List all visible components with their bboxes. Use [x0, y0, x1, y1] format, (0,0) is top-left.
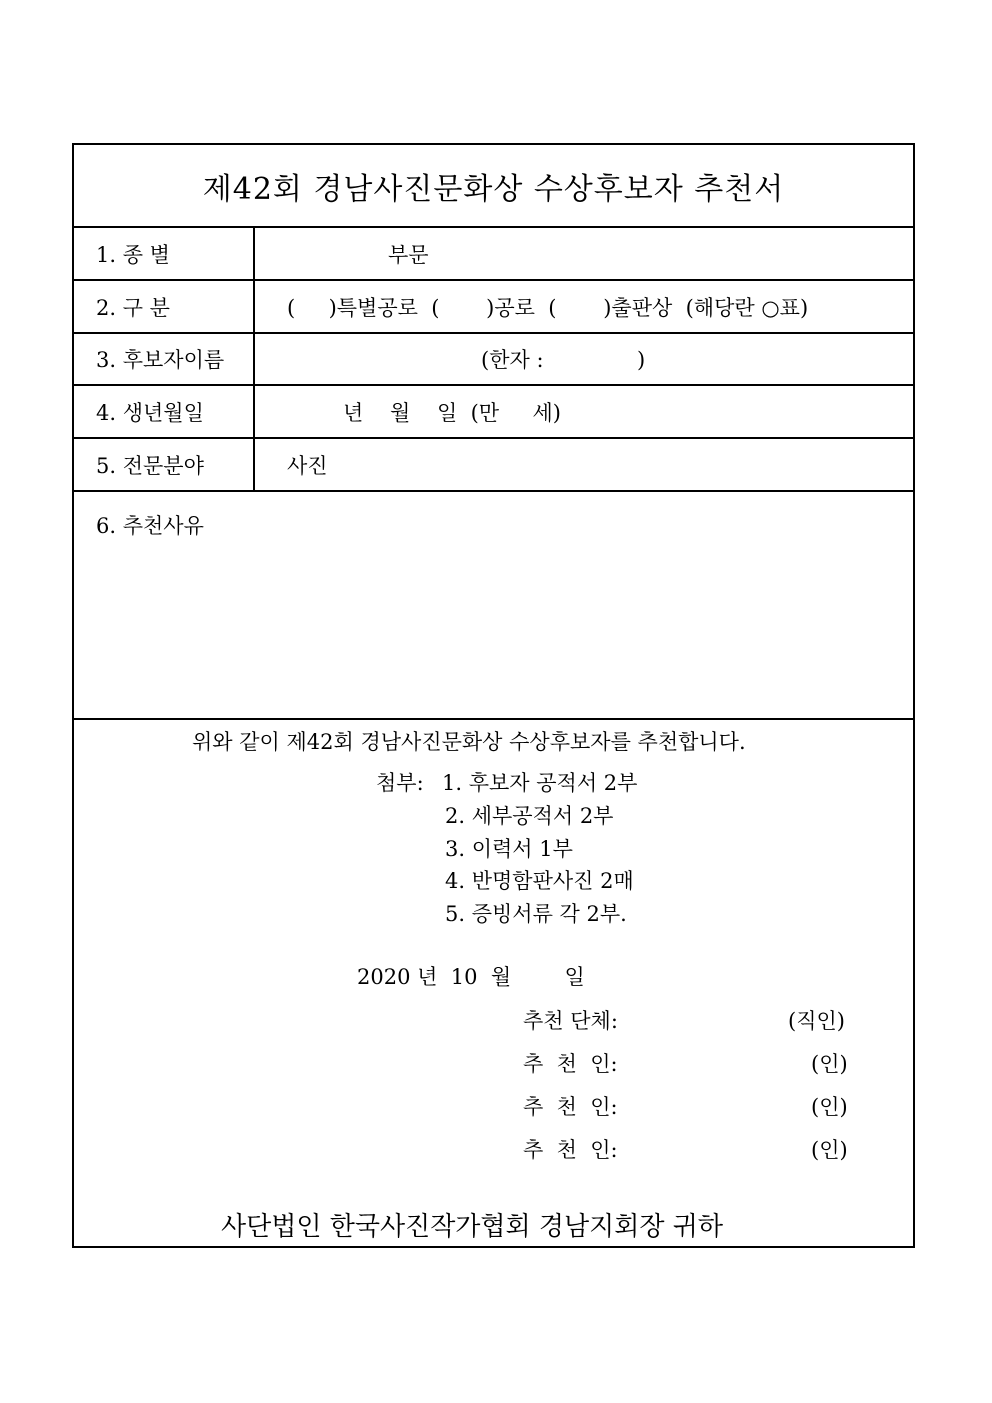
row-reason[interactable]: [74, 492, 913, 720]
attachment-item: 2. 세부공적서 2부: [445, 804, 614, 828]
signer-label: 추 천 인:: [523, 1138, 618, 1162]
attachment-item: 3. 이력서 1부: [445, 837, 573, 861]
row-birthdate: [74, 386, 913, 439]
candidate-name-label: 3. 후보자이름: [74, 334, 255, 384]
signer-label: 추천 단체:: [523, 1009, 618, 1033]
attachment-item: 5. 증빙서류 각 2부.: [445, 902, 627, 926]
attachment-item: 1. 후보자 공적서 2부: [442, 771, 638, 795]
specialty-label: 5. 전문분야: [74, 439, 255, 490]
row-division: [74, 281, 913, 334]
seal-label: (인): [811, 1095, 848, 1119]
recommendation-form: [72, 143, 915, 1248]
attachments-prefix: 첨부:: [376, 771, 424, 795]
seal-label: (인): [811, 1138, 848, 1162]
birthdate-label: 4. 생년월일: [74, 386, 255, 437]
declaration-text: 위와 같이 제42회 경남사진문화상 수상후보자를 추천합니다.: [192, 730, 746, 754]
birthdate-value[interactable]: 년 월 일 (만 세): [343, 400, 561, 425]
date-line: 2020 년 10 월 일: [357, 965, 585, 989]
form-title: 제42회 경남사진문화상 수상후보자 추천서: [74, 145, 913, 228]
reason-label: 6. 추천사유: [96, 514, 204, 538]
category-value[interactable]: 부문: [388, 242, 429, 267]
signer-label: 추 천 인:: [523, 1095, 618, 1119]
addressee: 사단법인 한국사진작가협회 경남지회장 귀하: [221, 1212, 723, 1242]
division-label: 2. 구 분: [74, 281, 255, 332]
attachment-item: 4. 반명함판사진 2매: [445, 869, 634, 893]
category-label: 1. 종 별: [74, 228, 255, 279]
seal-label: (인): [811, 1052, 848, 1076]
seal-label: (직인): [788, 1009, 845, 1033]
specialty-value[interactable]: 사진: [287, 453, 328, 478]
row-candidate-name: [74, 334, 913, 386]
row-specialty: [74, 439, 913, 492]
division-value[interactable]: ( )특별공로 ( )공로 ( )출판상 (해당란 ○표): [287, 295, 809, 320]
row-category: [74, 228, 913, 281]
candidate-name-value[interactable]: (한자 : ): [481, 348, 646, 372]
signer-label: 추 천 인:: [523, 1052, 618, 1076]
